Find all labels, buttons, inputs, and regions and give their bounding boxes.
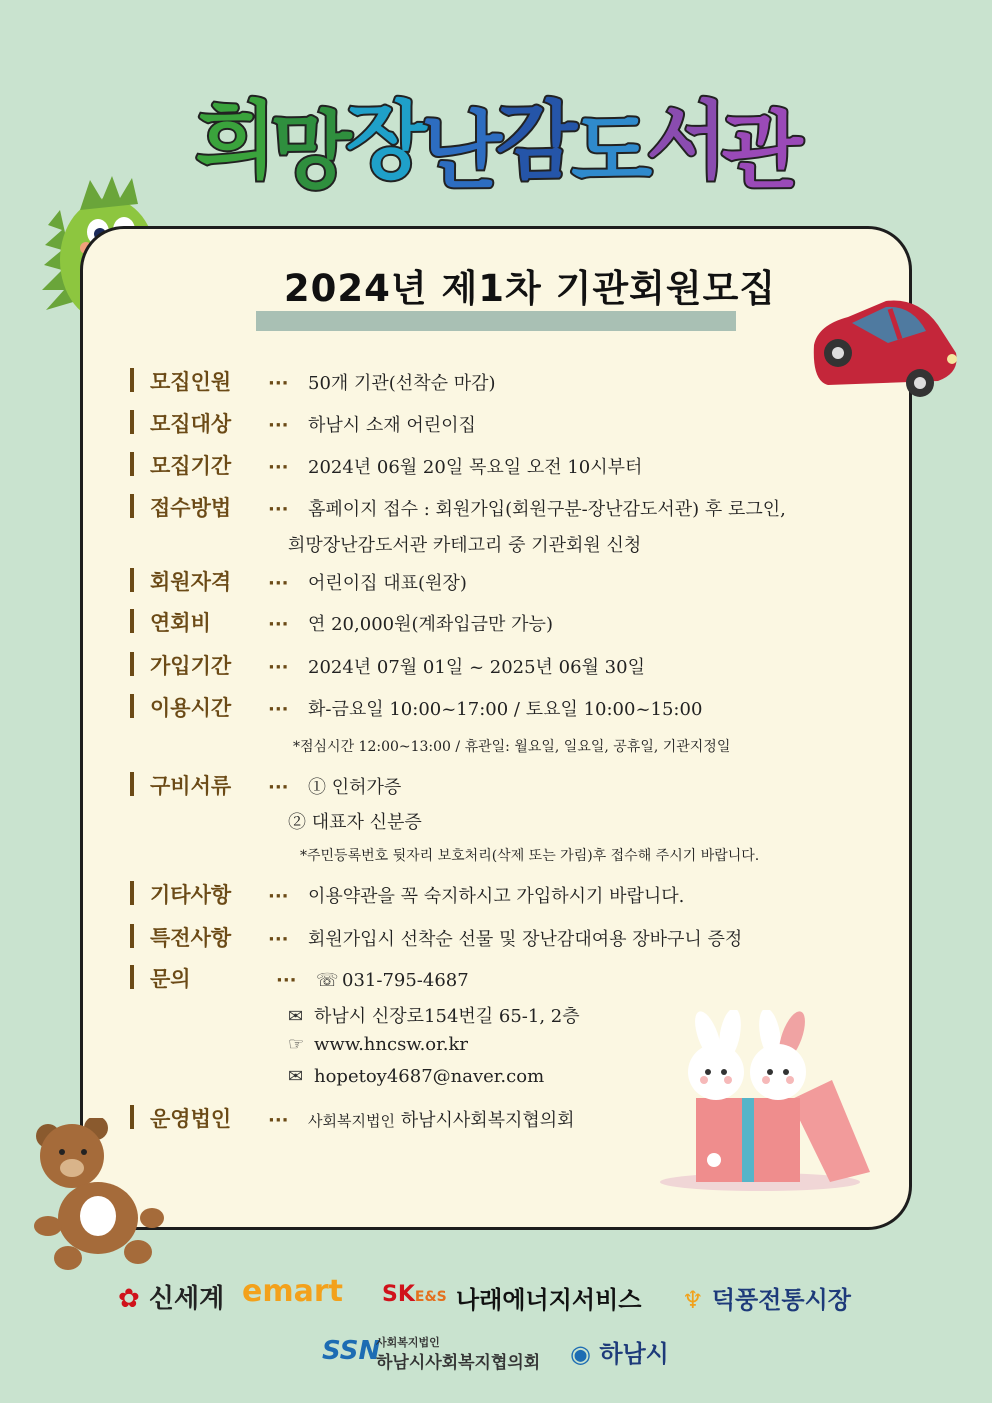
value-operator-name: 하남시사회복지협의회	[400, 1110, 575, 1131]
bunnies-gift-box-illustration	[660, 1010, 875, 1195]
shinsegae-text: 신세계	[148, 1284, 225, 1314]
ssn-name-text: 하남시사회복지협의회	[376, 1353, 541, 1373]
label-recruit-target: 모집대상	[128, 408, 268, 438]
recruit-subtitle: 2024년 제1차 기관회원모집	[283, 267, 777, 310]
inquiry-email[interactable]	[288, 1066, 544, 1087]
value-email[interactable]: hopetoy4687@naver.com	[314, 1066, 545, 1087]
value-documents-2: ② 대표자 신분증	[288, 812, 422, 833]
inquiry-address	[288, 1002, 580, 1028]
ssn-small-text: 사회복지법인	[376, 1336, 440, 1349]
hanam-city-logo: ◉ 하남시	[570, 1340, 669, 1368]
title-char: 난	[420, 102, 496, 200]
row-qualification	[128, 566, 467, 596]
value-recruit-count: 50개 기관(선착순 마감)	[308, 373, 496, 394]
leader-dots: ···	[268, 929, 289, 950]
value-recruit-period: 2024년 06월 20일 목요일 오전 10시부터	[308, 457, 643, 478]
label-other: 기타사항	[128, 879, 268, 909]
label-qualification: 회원자격	[128, 566, 268, 596]
title-char: 희	[195, 92, 271, 190]
subtitle-underline	[256, 311, 736, 331]
envelope-open-icon: ✉	[288, 1006, 304, 1027]
leader-dots: ···	[268, 373, 289, 394]
leader-dots: ···	[276, 970, 297, 991]
value-qualification: 어린이집 대표(원장)	[308, 573, 467, 594]
ssn-text: SSN	[322, 1336, 381, 1366]
value-website[interactable]: www.hncsw.or.kr	[314, 1034, 469, 1055]
narae-energy-logo: 나래에너지서비스	[456, 1286, 642, 1314]
value-annual-fee: 연 20,000원(계좌입금만 가능)	[308, 614, 553, 635]
es-text: E&S	[414, 1289, 447, 1305]
hanam-text: 하남시	[599, 1340, 669, 1368]
leader-dots: ···	[268, 777, 289, 798]
value-usage-hours: 화-금요일 10:00~17:00 / 토요일 10:00~15:00	[308, 699, 703, 720]
leader-dots: ···	[268, 1110, 289, 1131]
leader-dots: ···	[268, 415, 289, 436]
row-documents	[128, 770, 401, 800]
inquiry-website[interactable]	[288, 1034, 468, 1055]
sk-logo	[382, 1282, 447, 1307]
value-documents-1: ① 인허가증	[308, 777, 402, 798]
row-recruit-count	[128, 366, 496, 396]
leader-dots: ···	[268, 614, 289, 635]
label-inquiry: 문의	[128, 963, 276, 993]
label-annual-fee: 연회비	[128, 607, 268, 637]
dukpoong-market-logo: ♆ 덕풍전통시장	[682, 1286, 851, 1314]
row-other	[128, 879, 684, 909]
toy-car-illustration	[808, 295, 960, 400]
phone-icon: ☏	[316, 970, 339, 991]
usage-hours-note: *점심시간 12:00~13:00 / 휴관일: 월요일, 일요일, 공휴일, 기관지정일	[293, 739, 731, 755]
title-char: 감	[496, 92, 572, 190]
value-apply-method-cont: 희망장난감도서관 카테고리 중 기관회원 신청	[288, 535, 642, 556]
value-phone: 031-795-4687	[342, 970, 469, 991]
leader-dots: ···	[268, 657, 289, 678]
label-operator: 운영법인	[128, 1103, 268, 1133]
label-documents: 구비서류	[128, 770, 268, 800]
mail-icon: ✉	[288, 1066, 304, 1087]
label-recruit-period: 모집기간	[128, 450, 268, 480]
title-char: 망	[270, 102, 346, 200]
row-apply-method	[128, 492, 786, 522]
leader-dots: ···	[268, 886, 289, 907]
label-apply-method: 접수방법	[128, 492, 268, 522]
label-recruit-count: 모집인원	[128, 366, 268, 396]
row-benefits	[128, 922, 742, 952]
pointing-hand-icon: ☞	[288, 1034, 305, 1055]
documents-note: *주민등록번호 뒷자리 보호처리(삭제 또는 가림)후 접수해 주시기 바랍니다.	[300, 848, 760, 864]
leader-dots: ···	[268, 457, 289, 478]
teddy-bear-illustration	[28, 1118, 168, 1276]
title-char: 도	[571, 102, 647, 200]
leader-dots: ···	[268, 573, 289, 594]
dukpoong-text: 덕풍전통시장	[711, 1286, 851, 1314]
row-annual-fee	[128, 607, 553, 637]
leader-dots: ···	[268, 499, 289, 520]
value-recruit-target: 하남시 소재 어린이집	[308, 415, 476, 436]
sk-text: SK	[382, 1282, 415, 1307]
value-apply-method: 홈페이지 접수 : 회원가입(회원구분-장난감도서관) 후 로그인,	[308, 499, 786, 520]
value-operator-type: 사회복지법인	[308, 1112, 395, 1130]
label-join-period: 가입기간	[128, 650, 268, 680]
row-usage-hours	[128, 692, 702, 722]
row-inquiry	[128, 963, 469, 993]
row-operator	[128, 1103, 575, 1133]
title-char: 관	[721, 102, 797, 200]
label-usage-hours: 이용시간	[128, 692, 268, 722]
shinsegae-logo: ✿ 신세계	[118, 1284, 225, 1314]
title-char: 장	[345, 92, 421, 190]
ssn-logo	[322, 1336, 380, 1366]
row-join-period	[128, 650, 645, 680]
value-benefits: 회원가입시 선착순 선물 및 장난감대여용 장바구니 증정	[308, 929, 743, 950]
value-join-period: 2024년 07월 01일 ~ 2025년 06월 30일	[308, 657, 645, 678]
value-address: 하남시 신장로154번길 65-1, 2층	[314, 1006, 580, 1027]
value-other: 이용약관을 꼭 숙지하시고 가입하시기 바랍니다.	[308, 886, 685, 907]
emart-logo: emart	[242, 1274, 343, 1309]
leader-dots: ···	[268, 699, 289, 720]
row-recruit-target	[128, 408, 476, 438]
title-char: 서	[646, 92, 722, 190]
row-recruit-period	[128, 450, 642, 480]
label-benefits: 특전사항	[128, 922, 268, 952]
